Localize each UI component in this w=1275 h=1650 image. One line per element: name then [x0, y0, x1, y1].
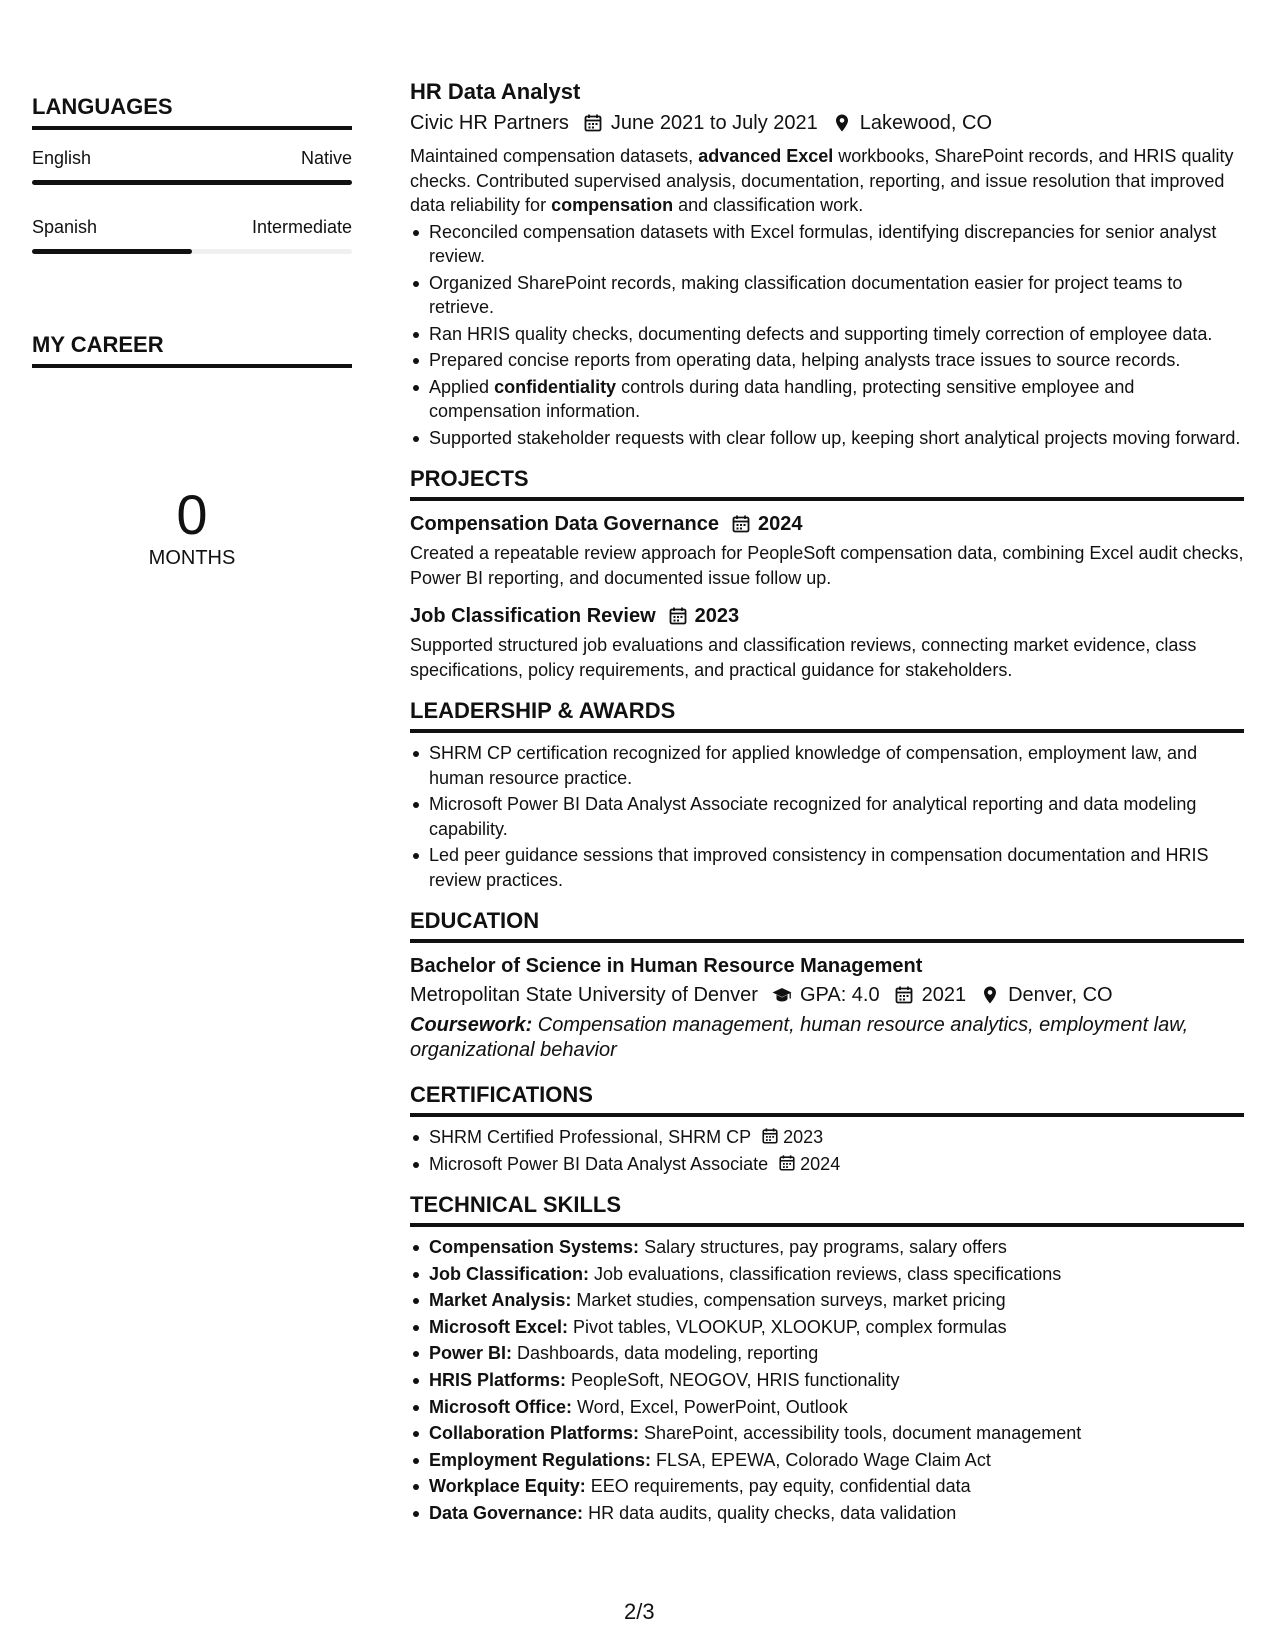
main-content: [410, 78, 1244, 1528]
coursework: [410, 1013, 1244, 1062]
graduation-year: 2021: [921, 984, 967, 1006]
list-item: [410, 1125, 1244, 1150]
calendar-icon: [761, 1127, 779, 1145]
job-company: Civic HR Partners: [410, 112, 569, 134]
skill-label: Microsoft Office:: [429, 1396, 573, 1417]
job-location: Lakewood, CO: [859, 112, 993, 134]
calendar-icon: [894, 985, 914, 1005]
list-item: Supported stakeholder requests with clear follow up, keeping short analytical projects moving forward.: [410, 426, 1244, 451]
certification-name: Microsoft Power BI Data Analyst Associate: [429, 1153, 769, 1174]
leadership-list: [410, 741, 1244, 892]
language-level: Native: [300, 148, 352, 168]
calendar-icon: [731, 514, 751, 534]
project-title-row: [410, 511, 1244, 537]
career-section: [32, 332, 352, 570]
bullet-text: controls during data handling, protecting sensitive employee and compensation information.: [429, 376, 1135, 421]
list-item: [410, 1152, 1244, 1177]
list-item: Led peer guidance sessions that improved consistency in compensation documentation and HRIS review practices.: [410, 843, 1244, 892]
calendar-icon: [583, 113, 603, 133]
skill-label: Collaboration Platforms:: [429, 1423, 640, 1444]
location-pin-icon: [980, 985, 1000, 1005]
skill-value: Market studies, compensation surveys, market pricing: [571, 1290, 1006, 1311]
skill-label: Compensation Systems:: [429, 1237, 640, 1257]
list-item: [410, 1474, 1244, 1500]
skill-label: Employment Regulations:: [429, 1449, 652, 1470]
summary-text: workbooks, SharePoint records, and HRIS quality checks. Contributed supervised analysis, documentation, reporting, and issue resolution that improved data reliability for: [410, 146, 1234, 215]
projects-heading: PROJECTS: [410, 466, 529, 491]
list-item: [410, 1235, 1244, 1261]
certifications-rule: [410, 1113, 1244, 1117]
project-title-row: [410, 603, 1244, 629]
sidebar: [32, 94, 352, 570]
languages-rule: [32, 126, 352, 130]
list-item: [410, 1395, 1244, 1421]
skill-label: Power BI:: [429, 1343, 513, 1364]
language-level: Intermediate: [251, 217, 352, 237]
list-item: [410, 1262, 1244, 1288]
summary-emphasis: advanced Excel: [698, 146, 834, 166]
skills-list: [410, 1235, 1244, 1527]
list-item: [410, 1501, 1244, 1527]
list-item: [410, 1288, 1244, 1314]
list-item: Microsoft Power BI Data Analyst Associate recognized for analytical reporting and data modeling capability.: [410, 792, 1244, 841]
career-rule: [32, 364, 352, 368]
certification-name: SHRM Certified Professional, SHRM CP: [429, 1127, 752, 1147]
skill-label: Data Governance:: [429, 1502, 584, 1523]
project-description: Supported structured job evaluations and classification reviews, connecting market evidence, class specifications, policy requirements, and practical guidance for stakeholders.: [410, 635, 1197, 680]
language-name: Spanish: [32, 217, 98, 237]
list-item: Organized SharePoint records, making classification documentation easier for project teams to retrieve.: [410, 271, 1244, 320]
bullet-emphasis: confidentiality: [494, 376, 617, 397]
skill-label: HRIS Platforms:: [429, 1369, 567, 1390]
certification-year: 2023: [783, 1127, 824, 1147]
list-item: [410, 1368, 1244, 1394]
list-item: [410, 375, 1244, 424]
job-dates: June 2021 to July 2021: [610, 112, 818, 134]
coursework-label: Coursework:: [410, 1014, 533, 1036]
project-description: Created a repeatable review approach for PeopleSoft compensation data, combining Excel audit checks, Power BI reporting, and documented issue follow up.: [410, 543, 1244, 588]
degree-title: Bachelor of Science in Human Resource Management: [410, 955, 923, 977]
summary-emphasis: compensation: [551, 195, 674, 215]
leadership-rule: [410, 729, 1244, 733]
skill-value: Word, Excel, PowerPoint, Outlook: [572, 1396, 848, 1417]
language-proficiency-bar: [32, 249, 352, 254]
skill-value: PeopleSoft, NEOGOV, HRIS functionality: [566, 1369, 900, 1390]
career-months-value: 0: [176, 483, 208, 546]
skill-label: Market Analysis:: [429, 1290, 572, 1311]
list-item: [410, 1341, 1244, 1367]
skill-label: Job Classification:: [429, 1263, 590, 1284]
calendar-icon: [778, 1154, 796, 1172]
list-item: [410, 1315, 1244, 1341]
education-location: Denver, CO: [1008, 984, 1113, 1006]
projects-rule: [410, 497, 1244, 501]
skill-value: EEO requirements, pay equity, confidential data: [585, 1476, 971, 1497]
job-summary: [410, 144, 1244, 218]
school-name: Metropolitan State University of Denver: [410, 984, 758, 1006]
job-meta: [410, 109, 1244, 137]
bullet-text: Applied: [429, 376, 495, 397]
skill-value: Dashboards, data modeling, reporting: [512, 1343, 819, 1364]
certification-year: 2024: [800, 1153, 841, 1174]
skill-label: Microsoft Excel:: [429, 1316, 569, 1337]
leadership-heading: LEADERSHIP & AWARDS: [410, 698, 676, 723]
job-bullets: [410, 220, 1244, 451]
list-item: [410, 1421, 1244, 1447]
list-item: Ran HRIS quality checks, documenting defects and supporting timely correction of employee data.: [410, 322, 1244, 347]
project-title: Compensation Data Governance: [410, 513, 719, 535]
project-title: Job Classification Review: [410, 605, 656, 627]
certifications-heading: CERTIFICATIONS: [410, 1082, 593, 1107]
skill-value: HR data audits, quality checks, data validation: [583, 1502, 957, 1523]
certifications-list: [410, 1125, 1244, 1176]
career-months-label: MONTHS: [148, 547, 236, 569]
skill-value: SharePoint, accessibility tools, document management: [639, 1423, 1082, 1444]
skill-value: Salary structures, pay programs, salary offers: [639, 1237, 1007, 1257]
project-year: 2023: [694, 605, 740, 627]
skill-value: Job evaluations, classification reviews, class specifications: [589, 1263, 1062, 1284]
language-proficiency-fill: [32, 249, 192, 254]
language-row: [32, 147, 352, 169]
list-item: [410, 1448, 1244, 1474]
career-heading: MY CAREER: [32, 332, 164, 357]
skills-heading: TECHNICAL SKILLS: [410, 1192, 622, 1217]
skill-label: Workplace Equity:: [429, 1476, 586, 1497]
languages-heading: LANGUAGES: [32, 94, 173, 119]
gpa: GPA: 4.0: [799, 984, 880, 1006]
education-meta: [410, 981, 1244, 1009]
project-year: 2024: [757, 513, 803, 535]
list-item: Prepared concise reports from operating data, helping analysts trace issues to source records.: [410, 348, 1244, 373]
career-duration: [32, 483, 352, 570]
skill-value: Pivot tables, VLOOKUP, XLOOKUP, complex formulas: [568, 1316, 1007, 1337]
job-title: HR Data Analyst: [410, 79, 581, 104]
education-rule: [410, 939, 1244, 943]
skills-rule: [410, 1223, 1244, 1227]
calendar-icon: [668, 606, 688, 626]
coursework-text: Compensation management, human resource analytics, employment law, organizational behavior: [410, 1014, 1189, 1061]
language-proficiency-bar: [32, 180, 352, 185]
language-row: [32, 216, 352, 238]
education-heading: EDUCATION: [410, 908, 540, 933]
list-item: SHRM CP certification recognized for applied knowledge of compensation, employment law, and human resource practice.: [410, 741, 1244, 790]
list-item: Reconciled compensation datasets with Excel formulas, identifying discrepancies for senior analyst review.: [410, 220, 1244, 269]
page-number-text: 2/3: [624, 1599, 655, 1624]
language-name: English: [32, 148, 92, 168]
language-proficiency-fill: [32, 180, 352, 185]
summary-text: Maintained compensation datasets,: [410, 146, 699, 166]
location-pin-icon: [832, 113, 852, 133]
graduation-cap-icon: [772, 985, 792, 1005]
summary-text: and classification work.: [673, 195, 864, 215]
skill-value: FLSA, EPEWA, Colorado Wage Claim Act: [651, 1449, 991, 1470]
